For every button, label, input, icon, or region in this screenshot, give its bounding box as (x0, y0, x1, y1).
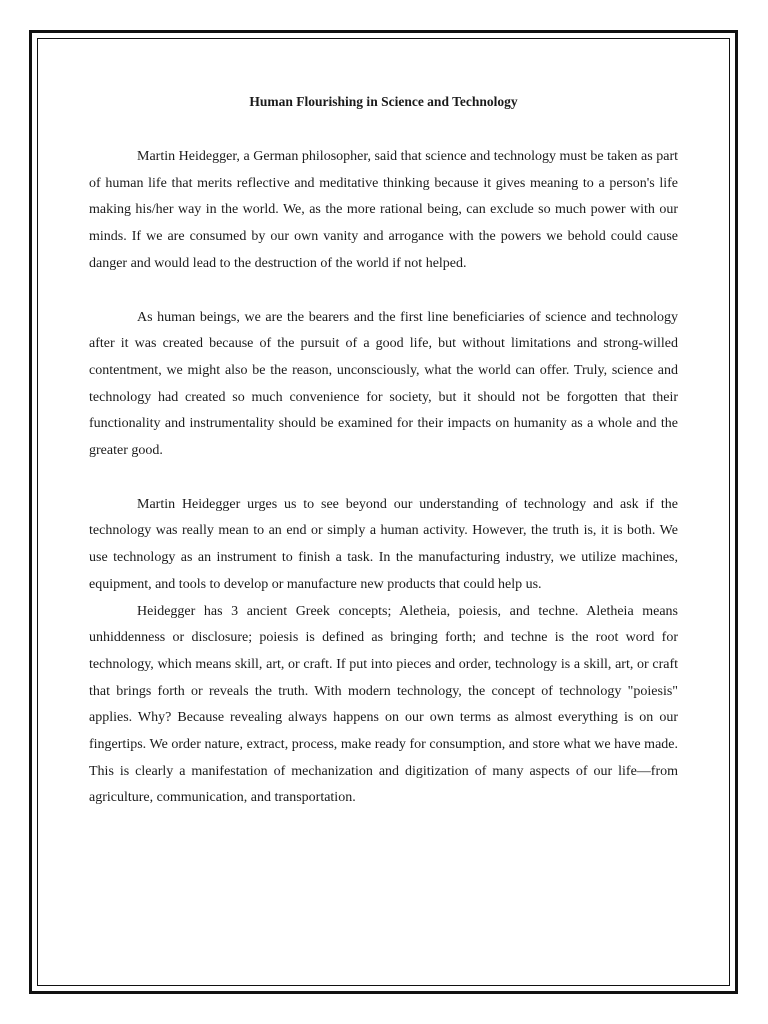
document-title: Human Flourishing in Science and Technology (249, 94, 518, 109)
paragraph-spacer (89, 278, 678, 305)
paragraph-1: Martin Heidegger, a German philosopher, said that science and technology must be taken as part of human life that merits reflective and meditative thinking because it gives meaning to a person's life making his/her way in the world. We, as the more rational being, can exclude so much power with our minds. If we are consumed by our own vanity and arrogance with the powers we behold could cause danger and would lead to the destruction of the world if not helped. (89, 149, 678, 271)
document-body (89, 92, 678, 812)
paragraph-4: Heidegger has 3 ancient Greek concepts; Aletheia, poiesis, and techne. Aletheia means unhiddenness or disclosure; poiesis is defined as bringing forth; and techne is the root word for technology, which means skill, art, or craft. If put into pieces and order, technology is a skill, art, or craft that brings forth or reveals the truth. With modern technology, the concept of technology "poiesis" applies. Why? Because revealing always happens on our own terms as almost everything is on our fingertips. We order nature, extract, process, make ready for consumption, and store what we have made. This is clearly a manifestation of mechanization and digitization of many aspects of our life—from agriculture, communication, and transportation. (89, 603, 678, 806)
paragraph-spacer (89, 465, 678, 492)
paragraph-3: Martin Heidegger urges us to see beyond our understanding of technology and ask if the technology was really mean to an end or simply a human activity. However, the truth is, it is both. We use technology as an instrument to finish a task. In the manufacturing industry, we utilize machines, equipment, and tools to develop or manufacture new products that could help us. (89, 496, 678, 592)
paragraph-2: As human beings, we are the bearers and the first line beneficiaries of science and technology after it was created because of the pursuit of a good life, but without limitations and strong-willed contentment, we might also be the reason, unconsciously, what the world can offer. Truly, science and technology had created so much convenience for society, but it should not be forgotten that their functionality and instrumentality should be examined for their impacts on humanity as a whole and the greater good. (89, 309, 678, 459)
